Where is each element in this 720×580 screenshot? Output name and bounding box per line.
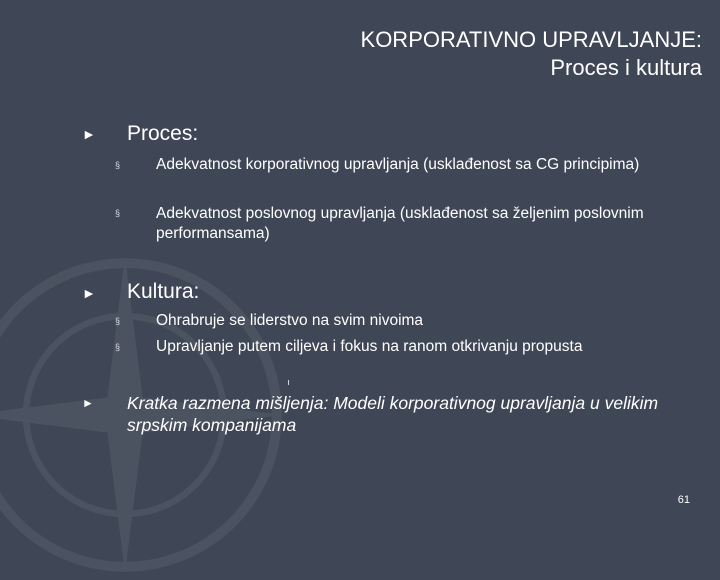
divider-tick: [288, 380, 289, 385]
list-item: Adekvatnost korporativnog upravljanja (usklađenost sa CG principima): [156, 156, 640, 173]
square-bullet-icon: §: [115, 316, 121, 326]
square-bullet-icon: §: [115, 342, 121, 352]
arrow-bullet-icon: ►: [82, 285, 96, 301]
section-heading-kultura: Kultura:: [127, 280, 200, 303]
square-bullet-icon: §: [115, 160, 121, 170]
list-item: Ohrabruje se liderstvo na svim nivoima: [156, 312, 424, 329]
arrow-bullet-icon: ►: [82, 396, 94, 410]
discussion-text: Kratka razmena mišljenja: Modeli korporativnog upravljanja u velikim srpskim kompanijama: [127, 393, 659, 435]
list-item: Adekvatnost poslovnog upravljanja (usklađenost sa željenim poslovnim performansama): [156, 205, 644, 242]
slide-title-line2: Proces i kultura: [550, 55, 702, 80]
section-heading-proces: Proces:: [127, 122, 199, 145]
list-item: Upravljanje putem ciljeva i fokus na ranom otkrivanju propusta: [156, 338, 583, 355]
arrow-bullet-icon: ►: [82, 126, 96, 142]
square-bullet-icon: §: [115, 208, 121, 218]
slide-title-line1: KORPORATIVNO UPRAVLJANJE:: [360, 27, 702, 52]
page-number: 61: [677, 494, 690, 506]
slide-title: [361, 26, 702, 82]
